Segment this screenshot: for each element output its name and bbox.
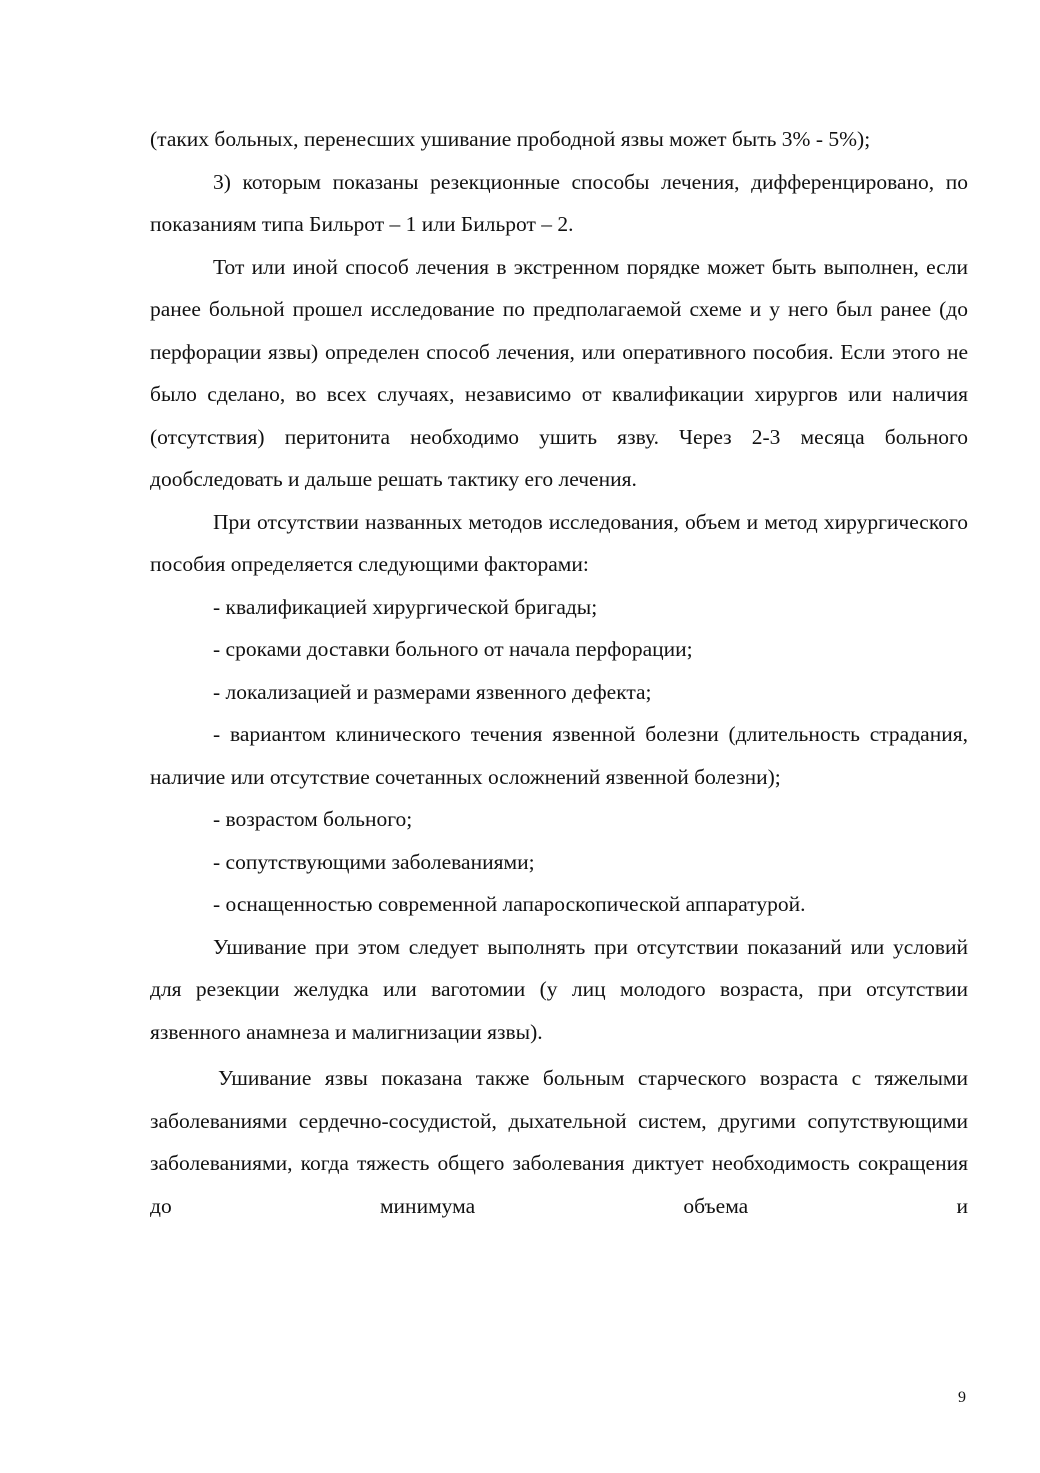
paragraph-suturing-elderly: Ушивание язвы показана также больным старческого возраста с тяжелыми заболеваниями сердечно-сосудистой, дыхательной систем, другими сопутствующими заболеваниями, когда тяжесть общего заболевания диктует необходимость сокращения до минимума объема и — [150, 1066, 968, 1218]
paragraph-treatment-method: Тот или иной способ лечения в экстренном порядке может быть выполнен, если ранее больной прошел исследование по предполагаемой схеме и у него был ранее (до перфорации язвы) определен способ лечения, или оперативного пособия. Если этого не было сделано, во всех случаях, независимо от квалификации хирургов или наличия (отсутствия) перитонита необходимо ушить язву. Через 2-3 месяца больного дообследовать и дальше решать тактику его лечения. — [150, 254, 968, 491]
list-item-laparoscopic-equipment: - оснащенностью современной лапароскопической аппаратурой. — [213, 892, 806, 916]
page-number: 9 — [958, 1389, 966, 1406]
list-item-clinical-course: - вариантом клинического течения язвенной болезни (длительность страдания, наличие или отсутствие сочетанных осложнений язвенной болезни); — [150, 722, 968, 789]
list-item-defect-localization: - локализацией и размерами язвенного дефекта; — [213, 679, 652, 704]
paragraph-patients-percent: (таких больных, перенесших ушивание прободной язвы может быть 3% - 5%); — [150, 127, 871, 151]
paragraph-item-3-resection: 3) которым показаны резекционные способы лечения, дифференцировано, по показаниям типа Бильрот – 1 или Бильрот – 2. — [150, 169, 968, 236]
paragraph-suturing-conditions: Ушивание при этом следует выполнять при отсутствии показаний или условий для резекции желудка или ваготомии (у лиц молодого возраста, при отсутствии язвенного анамнеза и малигнизации язвы). — [150, 934, 968, 1044]
list-item-surgical-team: - квалификацией хирургической бригады; — [213, 594, 598, 619]
list-item-delivery-time: - сроками доставки больного от начала перфорации; — [213, 637, 693, 661]
paragraph-factors-intro: При отсутствии названных методов исследования, объем и метод хирургического пособия определяется следующими факторами: — [150, 509, 968, 576]
page-body — [150, 118, 968, 1227]
list-item-patient-age: - возрастом больного; — [213, 807, 413, 831]
list-item-comorbidities: - сопутствующими заболеваниями; — [213, 849, 535, 874]
